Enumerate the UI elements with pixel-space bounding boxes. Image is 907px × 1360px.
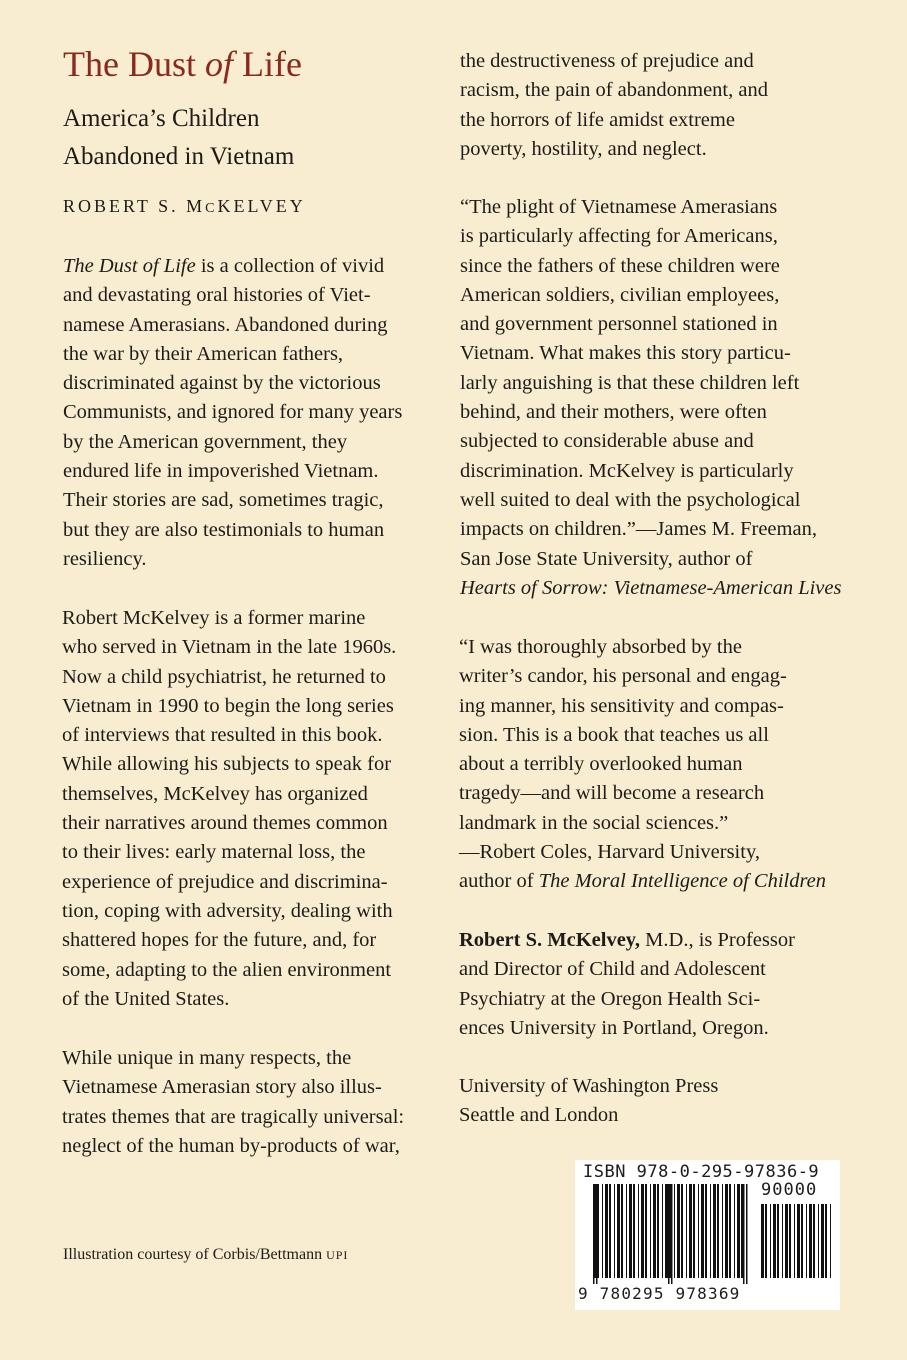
text-line: and devastating oral histories of Viet- [63,284,371,307]
text-line: San Jose State University, author of [460,547,753,570]
text-line: The Dust of Life is a collection of vivid [63,255,385,277]
book-subtitle [63,100,294,176]
text-line: behind, and their mothers, were often [460,401,767,424]
text-line: namese Amerasians. Abandoned during [63,313,388,336]
text-line: discrimination. McKelvey is particularly [460,459,794,482]
text-line: —Robert Coles, Harvard University, [459,841,760,864]
text-line: the horrors of life amidst extreme [460,108,735,131]
text-line: of interviews that resulted in this book. [62,724,383,747]
ean-number: 9 780295 978369 [578,1284,741,1303]
author-bio [459,926,795,1043]
text-line: some, adapting to the alien environment [62,958,392,981]
publisher-location: Seattle and London [459,1104,619,1127]
text-line: Robert S. McKelvey, M.D., is Professor [459,929,795,951]
text-line: Psychiatry at the Oregon Health Sci- [459,987,761,1010]
author-background-paragraph [62,604,396,1014]
text-line: experience of prejudice and discrimina- [62,870,388,893]
text-line: While allowing his subjects to speak for [62,753,392,776]
publisher-name: University of Washington Press [459,1075,719,1097]
text-line: about a terribly overlooked human [459,753,743,776]
text-line: poverty, hostility, and neglect. [460,137,707,160]
text-line: the war by their American fathers, [63,342,344,365]
subtitle-line: America’s Children [63,105,260,132]
text-line: endured life in impoverished Vietnam. [63,460,379,483]
text-line: Vietnam. What makes this story particu- [460,342,791,365]
book-title: The Dust of Life [63,44,302,84]
cited-book-title: The Moral Intelligence of Children [538,870,827,893]
text-line: Robert McKelvey is a former marine [62,607,366,629]
text-line: ences University in Portland, Oregon. [459,1016,769,1039]
text-line: landmark in the social sciences.” [459,811,729,834]
text-line: and Director of Child and Adolescent [459,958,766,981]
text-line: the destructiveness of prejudice and [460,50,754,72]
text-line: who served in Vietnam in the late 1960s. [62,636,397,659]
text-line: ing manner, his sensitivity and compas- [459,694,784,717]
text-line: discriminated against by the victorious [63,372,381,395]
author-name: ROBERT S. MCKELVEY [63,196,306,216]
continuation-paragraph [460,47,768,164]
text-line: resiliency. [63,547,147,570]
text-line: by the American government, they [63,430,348,453]
text-line: “The plight of Vietnamese Amerasians [460,196,778,218]
text-line: racism, the pain of abandonment, and [460,79,768,102]
text-line: impacts on children.”—James M. Freeman, [460,518,817,541]
text-line: Vietnam in 1990 to begin the long series [62,694,394,717]
text-line: since the fathers of these children were [460,254,780,277]
text-line: Now a child psychiatrist, he returned to [62,665,386,688]
description-paragraph [63,252,402,574]
subtitle-line: Abandoned in Vietnam [63,143,295,170]
text-line: tion, coping with adversity, dealing with [62,899,393,922]
review-quote-freeman [460,193,841,603]
review-quote-coles [459,633,826,897]
text-line: American soldiers, civilian employees, [460,283,780,306]
illustration-credit: Illustration courtesy of Corbis/Bettmann UPI [63,1246,349,1263]
text-line: trates themes that are tragically universal: [62,1105,405,1128]
text-line: “I was thoroughly absorbed by the [459,636,742,658]
text-line: While unique in many respects, the [62,1047,352,1069]
text-line: Communists, and ignored for many years [63,401,403,424]
text-line: to their lives: early maternal loss, the [62,841,366,864]
isbn-number: ISBN 978-0-295-97836-9 [583,1162,820,1182]
publisher-imprint [459,1072,718,1131]
text-line: themselves, McKelvey has organized [62,782,368,805]
text-line: tragedy—and will become a research [459,782,765,805]
text-line: writer’s candor, his personal and engag- [459,665,787,688]
text-line: and government personnel stationed in [460,313,778,336]
text-line: sion. This is a book that teaches us all [459,723,769,746]
barcode-addon-number: 90000 [761,1180,818,1200]
barcode [575,1160,840,1310]
text-line: author of The Moral Intelligence of Children [459,870,827,893]
cited-book-title: Hearts of Sorrow: Vietnamese-American Lives [460,576,842,599]
themes-paragraph [62,1044,404,1161]
text-line: but they are also testimonials to human [63,518,385,541]
text-line: Vietnamese Amerasian story also illus- [62,1076,382,1099]
text-line: of the United States. [62,987,230,1010]
text-line: neglect of the human by-products of war, [62,1134,400,1157]
text-line: subjected to considerable abuse and [460,430,754,453]
text-line: larly anguishing is that these children left [460,371,800,394]
text-line: shattered hopes for the future, and, for [62,929,377,952]
text-line: Their stories are sad, sometimes tragic, [63,489,384,512]
text-line: is particularly affecting for Americans, [460,225,778,248]
text-line: their narratives around themes common [62,812,388,835]
text-line: well suited to deal with the psychological [460,488,801,511]
